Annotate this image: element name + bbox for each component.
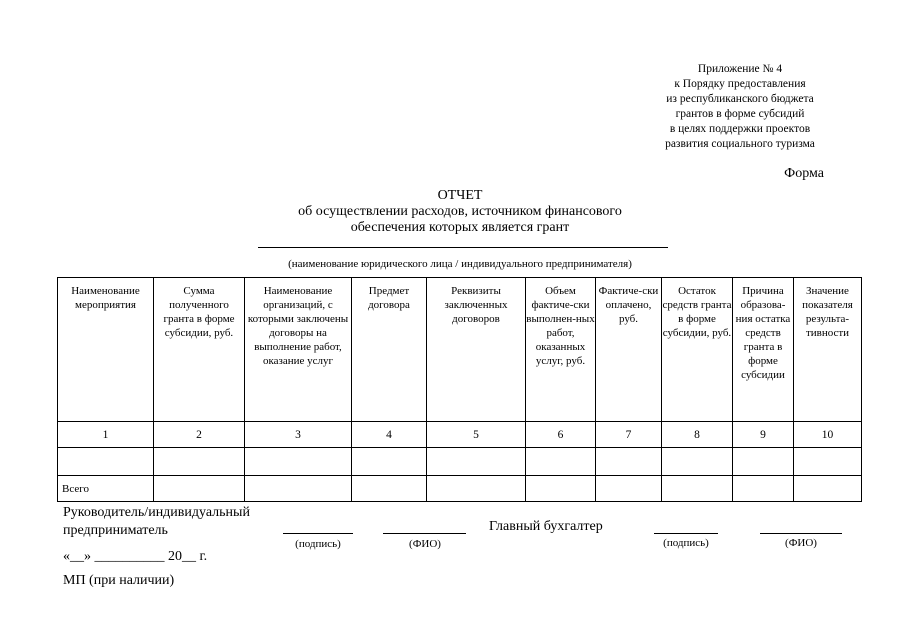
column-header: Остаток средств гранта в форме субсидии, руб. bbox=[662, 278, 733, 422]
table-cell bbox=[596, 448, 662, 476]
head-label-line1: Руководитель/индивидуальный bbox=[63, 505, 250, 520]
total-label: Всего bbox=[58, 476, 154, 502]
column-number-row bbox=[58, 422, 862, 448]
head-name-caption: (ФИО) bbox=[409, 538, 441, 550]
table-cell bbox=[733, 448, 794, 476]
column-number: 5 bbox=[427, 422, 526, 448]
total-row bbox=[58, 476, 862, 502]
column-header: Объем фактиче-ски выполнен-ных работ, оказанных услуг, руб. bbox=[526, 278, 596, 422]
header-row bbox=[58, 278, 862, 422]
appendix-line: из республиканского бюджета bbox=[666, 93, 814, 105]
column-header: Реквизиты заключенных договоров bbox=[427, 278, 526, 422]
entity-caption: (наименование юридического лица / индивидуального предпринимателя) bbox=[288, 258, 632, 270]
column-header: Фактиче-ски оплачено, руб. bbox=[596, 278, 662, 422]
table-cell bbox=[58, 448, 154, 476]
appendix-line: грантов в форме субсидий bbox=[675, 108, 805, 120]
appendix-line: развития социального туризма bbox=[665, 138, 815, 150]
table-cell bbox=[794, 476, 862, 502]
column-number: 2 bbox=[154, 422, 245, 448]
title-line: об осуществлении расходов, источником финансового bbox=[298, 204, 622, 219]
column-number: 1 bbox=[58, 422, 154, 448]
table-row bbox=[58, 448, 862, 476]
column-number: 3 bbox=[245, 422, 352, 448]
head-label-line2: предприниматель bbox=[63, 523, 168, 538]
appendix-line: в целях поддержки проектов bbox=[669, 123, 811, 135]
accountant-signature-line bbox=[654, 533, 718, 534]
table-cell bbox=[245, 476, 352, 502]
column-number: 8 bbox=[662, 422, 733, 448]
column-header: Причина образова-ния остатка средств гранта в форме субсидии bbox=[733, 278, 794, 422]
appendix-line: к Порядку предоставления bbox=[674, 78, 806, 90]
column-number: 4 bbox=[352, 422, 427, 448]
table-cell bbox=[154, 448, 245, 476]
table-cell bbox=[427, 448, 526, 476]
column-header: Сумма полученного гранта в форме субсидии, руб. bbox=[154, 278, 245, 422]
table-cell bbox=[794, 448, 862, 476]
table-cell bbox=[526, 476, 596, 502]
table-cell bbox=[427, 476, 526, 502]
column-header: Значение показателя результа-тивности bbox=[794, 278, 862, 422]
column-number: 10 bbox=[794, 422, 862, 448]
table-cell bbox=[662, 448, 733, 476]
form-label: Форма bbox=[784, 166, 824, 181]
table-cell bbox=[352, 448, 427, 476]
table-cell bbox=[154, 476, 245, 502]
column-header: Наименование организаций, с которыми заключены договоры на выполнение работ, оказание услуг bbox=[245, 278, 352, 422]
table-cell bbox=[733, 476, 794, 502]
table-cell bbox=[526, 448, 596, 476]
stamp-label: МП (при наличии) bbox=[63, 573, 175, 588]
head-signature-caption: (подпись) bbox=[295, 538, 341, 550]
date-line: «__» __________ 20__ г. bbox=[63, 549, 208, 564]
table-cell bbox=[596, 476, 662, 502]
table-cell bbox=[245, 448, 352, 476]
column-header: Предмет договора bbox=[352, 278, 427, 422]
table-cell bbox=[662, 476, 733, 502]
title-line: ОТЧЕТ bbox=[437, 188, 483, 203]
appendix-line: Приложение № 4 bbox=[697, 63, 783, 75]
column-number: 6 bbox=[526, 422, 596, 448]
entity-name-line bbox=[258, 247, 668, 248]
column-header: Наименование мероприятия bbox=[58, 278, 154, 422]
report-table bbox=[57, 277, 862, 502]
table-cell bbox=[352, 476, 427, 502]
report-title bbox=[220, 188, 700, 236]
appendix-block bbox=[630, 62, 850, 152]
accountant-label: Главный бухгалтер bbox=[489, 519, 603, 534]
head-signature-line bbox=[283, 533, 353, 534]
accountant-signature-caption: (подпись) bbox=[663, 537, 709, 549]
column-number: 7 bbox=[596, 422, 662, 448]
title-line: обеспечения которых является грант bbox=[350, 220, 570, 235]
head-name-line bbox=[383, 533, 466, 534]
accountant-name-caption: (ФИО) bbox=[785, 537, 817, 549]
column-number: 9 bbox=[733, 422, 794, 448]
accountant-name-line bbox=[760, 533, 842, 534]
